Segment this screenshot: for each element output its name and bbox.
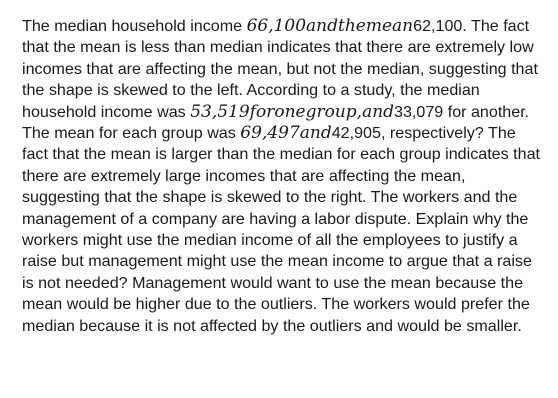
math-segment-1: 66,100andthemean xyxy=(246,16,414,36)
math-segment-2: 53,519foronegroup,and xyxy=(190,101,395,122)
text-segment-3: 33,079 for another. The mean for each group was xyxy=(22,102,530,143)
text-segment-2: 62,100. The fact that the mean is less than median indicates that there are extremely low incomes that are affecting the mean, but not the median, suggesting that the shape is skewed to the left. According to a study, the median household income was xyxy=(22,17,538,121)
question-answer-paragraph xyxy=(22,16,544,337)
text-segment-4: 42,905, respectively? The fact that the mean is larger than the median for each group indicates that there are extremely large incomes that are affecting the mean, suggesting that the shape is skewed to the right. The workers and the management of a company are having a labor dispute. Explain why the workers might use the median income of all the employees to justify a raise but management might use the mean income to argue that a raise is not needed? Management would want to use the mean because the mean would be higher due to the outliers. The workers would prefer the median because it is not affected by the outliers and would be smaller. xyxy=(22,124,540,335)
math-segment-3: 69,497and xyxy=(240,123,332,144)
text-segment-1: The median household income xyxy=(22,17,247,35)
